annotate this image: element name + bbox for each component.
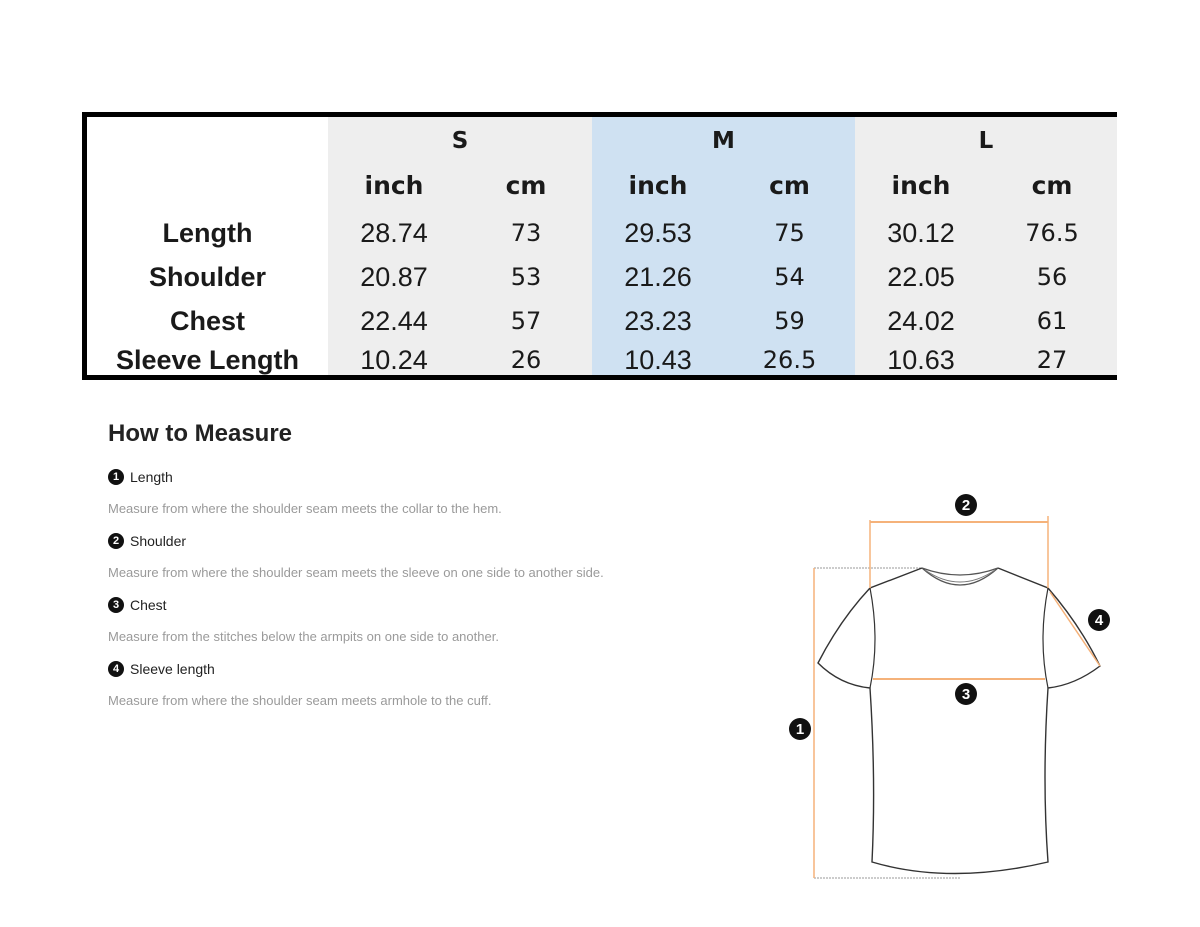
table-cell: 28.74 xyxy=(360,218,428,248)
tshirt-outline-icon xyxy=(780,490,1120,890)
step-description: Measure from the stitches below the armpits on one side to another. xyxy=(108,629,499,644)
unit-header-cm: cm xyxy=(769,171,810,200)
table-cell: 23.23 xyxy=(624,306,692,336)
table-cell: 56 xyxy=(1036,263,1068,291)
step-length xyxy=(108,469,173,485)
table-cell: 59 xyxy=(774,307,805,335)
number-badge-icon: 3 xyxy=(108,597,124,613)
tshirt-measurement-diagram xyxy=(780,490,1120,890)
unit-header-inch: inch xyxy=(364,171,424,200)
unit-header-cm: cm xyxy=(1031,171,1073,200)
step-sleeve-length xyxy=(108,661,215,677)
table-cell: 27 xyxy=(1036,346,1068,374)
table-cell: 76.5 xyxy=(1025,219,1079,247)
step-description: Measure from where the shoulder seam meets armhole to the cuff. xyxy=(108,693,492,708)
table-cell: 29.53 xyxy=(624,218,692,248)
size-header-s: S xyxy=(451,128,469,154)
table-cell: 73 xyxy=(510,219,542,247)
table-cell: 10.24 xyxy=(360,345,428,375)
table-cell: 20.87 xyxy=(360,262,428,292)
table-cell: 24.02 xyxy=(887,306,955,336)
table-cell: 53 xyxy=(510,263,542,291)
table-cell: 10.43 xyxy=(624,345,692,375)
table-cell: 75 xyxy=(774,219,805,247)
marker-4-icon: 4 xyxy=(1088,609,1110,631)
table-cell: 22.05 xyxy=(887,262,955,292)
unit-header-inch: inch xyxy=(628,171,688,200)
number-badge-icon: 1 xyxy=(108,469,124,485)
step-shoulder xyxy=(108,533,186,549)
table-cell: 21.26 xyxy=(624,262,692,292)
marker-1-icon: 1 xyxy=(789,718,811,740)
table-cell: 26.5 xyxy=(762,346,817,374)
size-chart-table xyxy=(82,112,1117,380)
step-chest xyxy=(108,597,167,613)
how-to-measure-title: How to Measure xyxy=(108,420,293,447)
unit-header-cm: cm xyxy=(505,171,547,200)
step-name: Chest xyxy=(130,597,167,613)
table-cell: 10.63 xyxy=(887,345,955,375)
step-description: Measure from where the shoulder seam meets the collar to the hem. xyxy=(108,501,502,516)
marker-3-icon: 3 xyxy=(955,683,977,705)
step-description: Measure from where the shoulder seam meets the sleeve on one side to another side. xyxy=(108,565,604,580)
step-name: Sleeve length xyxy=(130,661,215,677)
row-label-chest: Chest xyxy=(169,306,245,336)
number-badge-icon: 2 xyxy=(108,533,124,549)
table-cell: 57 xyxy=(510,307,542,335)
row-label-sleeve-length: Sleeve Length xyxy=(115,345,300,375)
table-cell: 30.12 xyxy=(887,218,955,248)
number-badge-icon: 4 xyxy=(108,661,124,677)
size-header-m: M xyxy=(712,128,735,154)
table-cell: 22.44 xyxy=(360,306,428,336)
row-label-length: Length xyxy=(162,218,253,248)
step-name: Length xyxy=(130,469,173,485)
marker-2-icon: 2 xyxy=(955,494,977,516)
size-header-l: L xyxy=(978,128,994,154)
row-label-shoulder: Shoulder xyxy=(148,262,266,292)
unit-header-inch: inch xyxy=(891,171,951,200)
table-cell: 61 xyxy=(1036,307,1068,335)
step-name: Shoulder xyxy=(130,533,187,549)
table-cell: 54 xyxy=(774,263,805,291)
table-cell: 26 xyxy=(510,346,542,374)
